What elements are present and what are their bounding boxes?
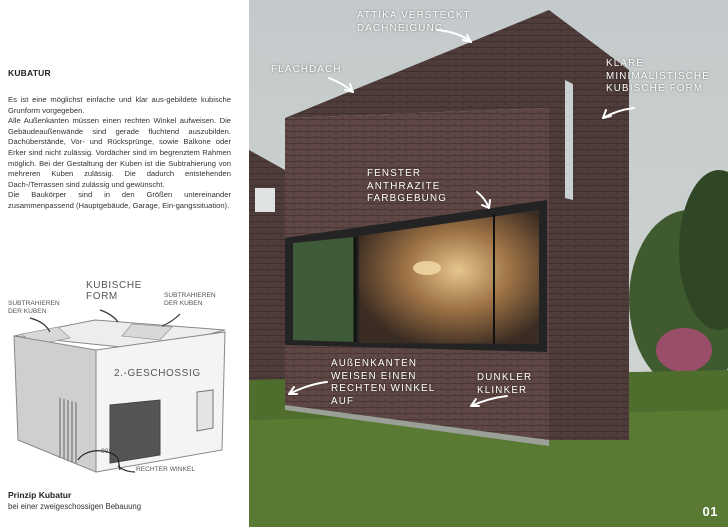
annotation-fenster: FENSTER ANTHRAZITE FARBGEBUNG bbox=[367, 168, 448, 204]
annotation-flachdach: FLACHDACH bbox=[271, 64, 342, 75]
arrow-icon bbox=[162, 314, 180, 326]
caption-subtitle: bei einer zweigeschossigen Bebauung bbox=[8, 502, 142, 511]
arrow-icon bbox=[471, 396, 507, 406]
arrow-icon bbox=[289, 382, 327, 394]
section-heading: KUBATUR bbox=[8, 68, 51, 78]
annotation-attika: ATTIKA VERSTECKT DACHNEIGUNG bbox=[357, 10, 471, 34]
house-photo bbox=[249, 0, 728, 527]
label-kubische-form: KUBISCHE FORM bbox=[86, 280, 142, 302]
caption-title: Prinzip Kubatur bbox=[8, 490, 72, 500]
annotation-klinker: DUNKLER KLINKER bbox=[477, 372, 533, 396]
annotation-klare-form: KLARE MINIMALISTISCHE KUBISCHE FORM bbox=[606, 58, 711, 94]
kubatur-diagram bbox=[0, 280, 248, 480]
text-column bbox=[0, 0, 248, 527]
page-number: 01 bbox=[702, 504, 718, 519]
label-angle: 90° bbox=[101, 448, 111, 455]
label-rechter-winkel: RECHTER WINKEL bbox=[136, 466, 195, 473]
body-paragraph: Es ist eine möglichst einfache und klar aus-gebildete kubische Grunform vorgegeben. Alle Außenkanten müssen einen rechten Winkel aufweisen. Die Gebäudeaußenwände sind gerade fluchtend auszubilden. Dachüberstände, Vor- und Rücksprünge, sowie Balkone oder Erker sind nicht zulässig. Vordächer sind im begrenztem Rahmen möglich. Bei der Gestaltung der Kuben ist die Subtrahierung von mehreren Kuben zulässig. Die dadurch entstehenden Dach-/Terrassen sind zulässig und gewünscht. Die Baukörper sind in den Größen untereinander zusammenpassend (Hauptgebäude, Garage, Ein-gangssituation). bbox=[8, 95, 231, 210]
label-geschossig: 2.-GESCHOSSIG bbox=[114, 368, 201, 379]
cube-drawing bbox=[0, 300, 248, 480]
annotation-arrows bbox=[249, 0, 728, 527]
label-subtrahieren-left: SUBTRAHIEREN DER KUBEN bbox=[8, 300, 60, 315]
label-subtrahieren-right: SUBTRAHIEREN DER KUBEN bbox=[164, 292, 216, 307]
annotation-aussenkanten: AUßENKANTEN WEISEN EINEN RECHTEN WINKEL AUF bbox=[331, 358, 436, 407]
